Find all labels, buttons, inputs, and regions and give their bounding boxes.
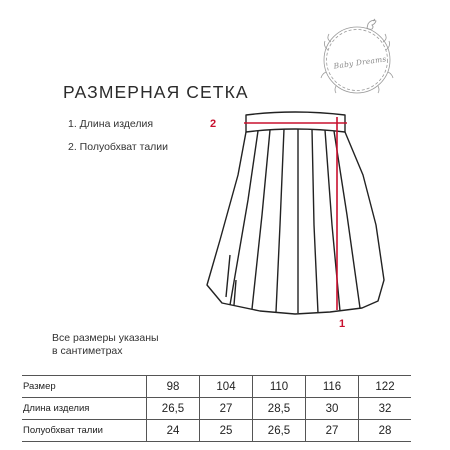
table-cell: 26,5 bbox=[253, 420, 306, 442]
size-table bbox=[22, 375, 411, 442]
table-cell: 27 bbox=[200, 398, 253, 420]
table-cell: 32 bbox=[359, 398, 412, 420]
table-cell: 122 bbox=[359, 376, 412, 398]
table-cell: 26,5 bbox=[147, 398, 200, 420]
table-row-label: Размер bbox=[22, 376, 147, 398]
skirt-waistband bbox=[246, 112, 345, 132]
table-cell: 24 bbox=[147, 420, 200, 442]
table-cell: 116 bbox=[306, 376, 359, 398]
units-note: Все размеры указаны в сантиметрах bbox=[52, 332, 159, 357]
table-cell: 30 bbox=[306, 398, 359, 420]
bird-icon bbox=[367, 19, 376, 29]
table-cell: 98 bbox=[147, 376, 200, 398]
measurement-legend bbox=[68, 113, 168, 159]
legend-item-length: 1. Длина изделия bbox=[68, 118, 154, 130]
skirt-pleat-lines bbox=[230, 129, 360, 313]
waist-marker-label: 2 bbox=[210, 118, 217, 130]
page-title: РАЗМЕРНАЯ СЕТКА bbox=[63, 82, 249, 102]
table-cell: 110 bbox=[253, 376, 306, 398]
skirt-illustration bbox=[200, 105, 400, 340]
table-row bbox=[22, 376, 411, 398]
brand-logo-text: Baby Dreams bbox=[333, 54, 387, 71]
legend-item-waist: 2. Полуобхват талии bbox=[68, 141, 169, 153]
table-row-label: Длина изделия bbox=[22, 398, 147, 420]
skirt-outline bbox=[207, 112, 384, 314]
table-cell: 25 bbox=[200, 420, 253, 442]
length-marker-label: 1 bbox=[339, 318, 346, 330]
table-row bbox=[22, 398, 411, 420]
table-cell: 27 bbox=[306, 420, 359, 442]
table-cell: 28 bbox=[359, 420, 412, 442]
table-cell: 28,5 bbox=[253, 398, 306, 420]
table-cell: 104 bbox=[200, 376, 253, 398]
table-row-label: Полуобхват талии bbox=[22, 420, 147, 442]
table-row bbox=[22, 420, 411, 442]
